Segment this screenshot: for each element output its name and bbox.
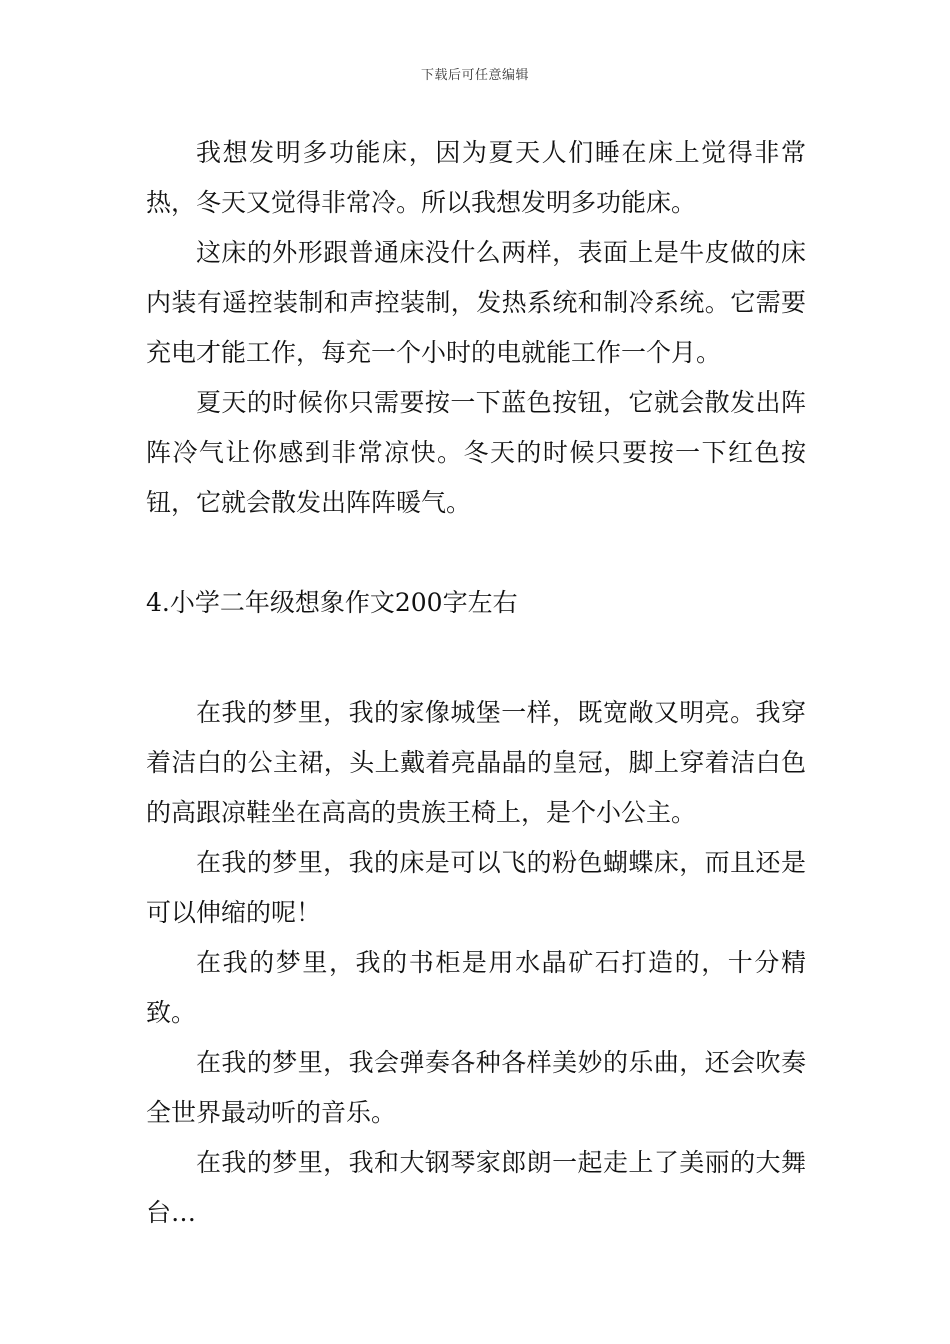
paragraph: 这床的外形跟普通床没什么两样，表面上是牛皮做的床内装有遥控装制和声控装制，发热系统和制冷系统。它需要充电才能工作，每充一个小时的电就能工作一个月。 bbox=[146, 238, 806, 367]
paragraph: 在我的梦里，我的书柜是用水晶矿石打造的，十分精致。 bbox=[146, 948, 806, 1027]
paragraph: 在我的梦里，我的家像城堡一样，既宽敞又明亮。我穿着洁白的公主裙，头上戴着亮晶晶的皇冠，脚上穿着洁白色的高跟凉鞋坐在高高的贵族王椅上，是个小公主。 bbox=[146, 698, 806, 827]
page-header: 下载后可任意编辑 bbox=[420, 68, 529, 83]
paragraph: 夏天的时候你只需要按一下蓝色按钮，它就会散发出阵阵冷气让你感到非常凉快。冬天的时候只要按一下红色按钮，它就会散发出阵阵暖气。 bbox=[146, 388, 806, 517]
section-heading: 4.小学二年级想象作文200字左右 bbox=[146, 588, 518, 617]
paragraph: 在我的梦里，我的床是可以飞的粉色蝴蝶床，而且还是可以伸缩的呢！ bbox=[146, 848, 806, 927]
paragraph: 在我的梦里，我和大钢琴家郎朗一起走上了美丽的大舞台… bbox=[146, 1148, 806, 1227]
paragraph: 我想发明多功能床，因为夏天人们睡在床上觉得非常热，冬天又觉得非常冷。所以我想发明多功能床。 bbox=[146, 138, 806, 217]
document-body bbox=[146, 128, 806, 1238]
paragraph: 在我的梦里，我会弹奏各种各样美妙的乐曲，还会吹奏全世界最动听的音乐。 bbox=[146, 1048, 806, 1127]
